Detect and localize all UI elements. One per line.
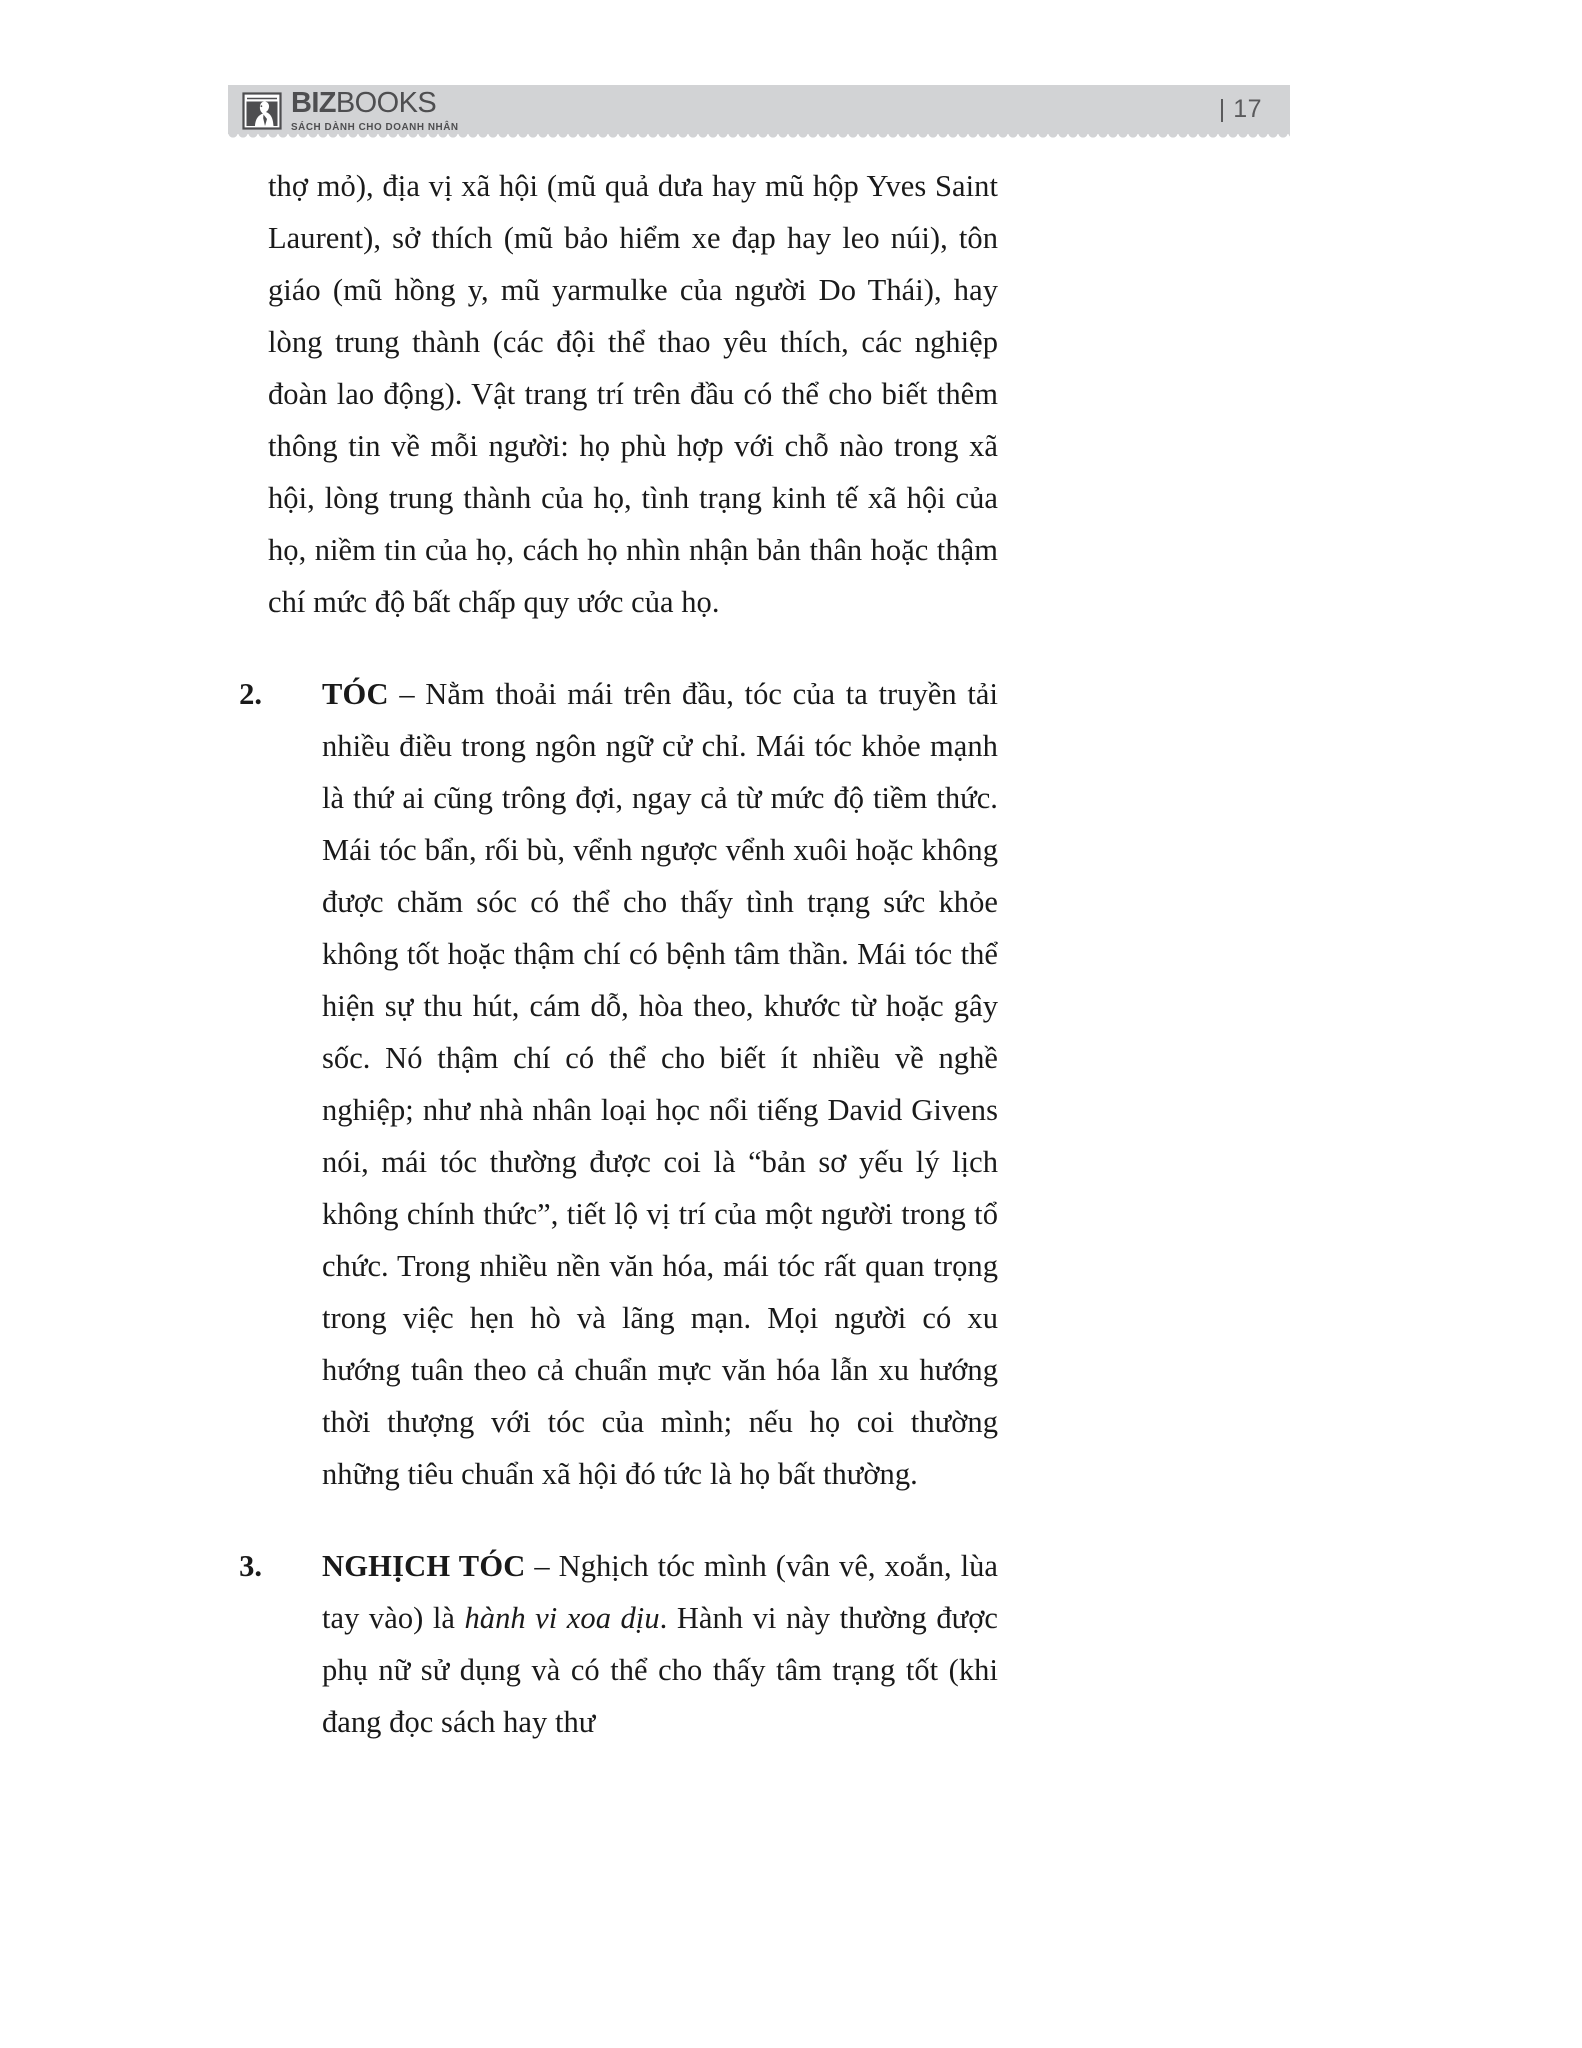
list-item-text: – Nằm thoải mái trên đầu, tóc của ta truyền tải nhiều điều trong ngôn ngữ cử chỉ. Mái tóc khỏe mạnh là thứ ai cũng trông đợi, ngay cả từ mức độ tiềm thức. Mái tóc bẩn, rối bù, vểnh ngược vểnh xuôi hoặc không được chăm sóc có thể cho thấy tình trạng sức khỏe không tốt hoặc thậm chí có bệnh tâm thần. Mái tóc thể hiện sự thu hút, cám dỗ, hòa theo, khước từ hoặc gây sốc. Nó thậm chí có thể cho biết ít nhiều về nghề nghiệp; như nhà nhân loại học nổi tiếng David Givens nói, mái tóc thường được coi là “bản sơ yếu lý lịch không chính thức”, tiết lộ vị trí của một người trong tổ chức. Trong nhiều nền văn hóa, mái tóc rất quan trọng trong việc hẹn hò và lãng mạn. Mọi người có xu hướng tuân theo cả chuẩn mực văn hóa lẫn xu hướng thời thượng với tóc của mình; nếu họ coi thường những tiêu chuẩn xã hội đó tức là họ bất thường. (322, 677, 998, 1491)
list-item (239, 668, 998, 1500)
header-scallop-edge (228, 133, 1290, 142)
list-item-number: 2. (239, 677, 262, 711)
brand-name-biz: BIZ (291, 86, 336, 119)
list-item-body (322, 668, 998, 1500)
brand-logo (242, 84, 469, 135)
bizbooks-book-icon (242, 91, 282, 131)
brand-wordmark (291, 86, 469, 119)
list-item-text-after-italic: . Hành vi này thường được phụ nữ sử dụng và có thể cho thấy tâm trạng tốt (khi đang đọc sách hay thư (322, 1601, 998, 1739)
list-item (239, 1540, 998, 1748)
page-content (239, 160, 998, 1748)
page-header (228, 85, 1290, 134)
list-item-text-before-italic: – Nghịch tóc mình (vân vê, xoắn, lùa tay vào) là (322, 1549, 998, 1635)
paragraph-continued: thợ mỏ), địa vị xã hội (mũ quả dưa hay mũ hộp Yves Saint Laurent), sở thích (mũ bảo hiểm xe đạp hay leo núi), tôn giáo (mũ hồng y, mũ yarmulke của người Do Thái), hay lòng trung thành (các đội thể thao yêu thích, các nghiệp đoàn lao động). Vật trang trí trên đầu có thể cho biết thêm thông tin về mỗi người: họ phù hợp với chỗ nào trong xã hội, lòng trung thành của họ, tình trạng kinh tế xã hội của họ, niềm tin của họ, cách họ nhìn nhận bản thân hoặc thậm chí mức độ bất chấp quy ước của họ. (268, 169, 998, 619)
brand-tagline: SÁCH DÀNH CHO DOANH NHÂN (291, 120, 459, 133)
list-item-keyword: NGHỊCH TÓC (322, 1549, 526, 1583)
brand-name-books: BOOKS (335, 86, 437, 119)
list-item-body (322, 1540, 998, 1748)
list-item-number: 3. (239, 1549, 262, 1583)
page-number: | 17 (1218, 95, 1262, 123)
list-item-emphasis: hành vi xoa dịu (464, 1601, 660, 1635)
list-item-keyword: TÓC (322, 677, 389, 711)
